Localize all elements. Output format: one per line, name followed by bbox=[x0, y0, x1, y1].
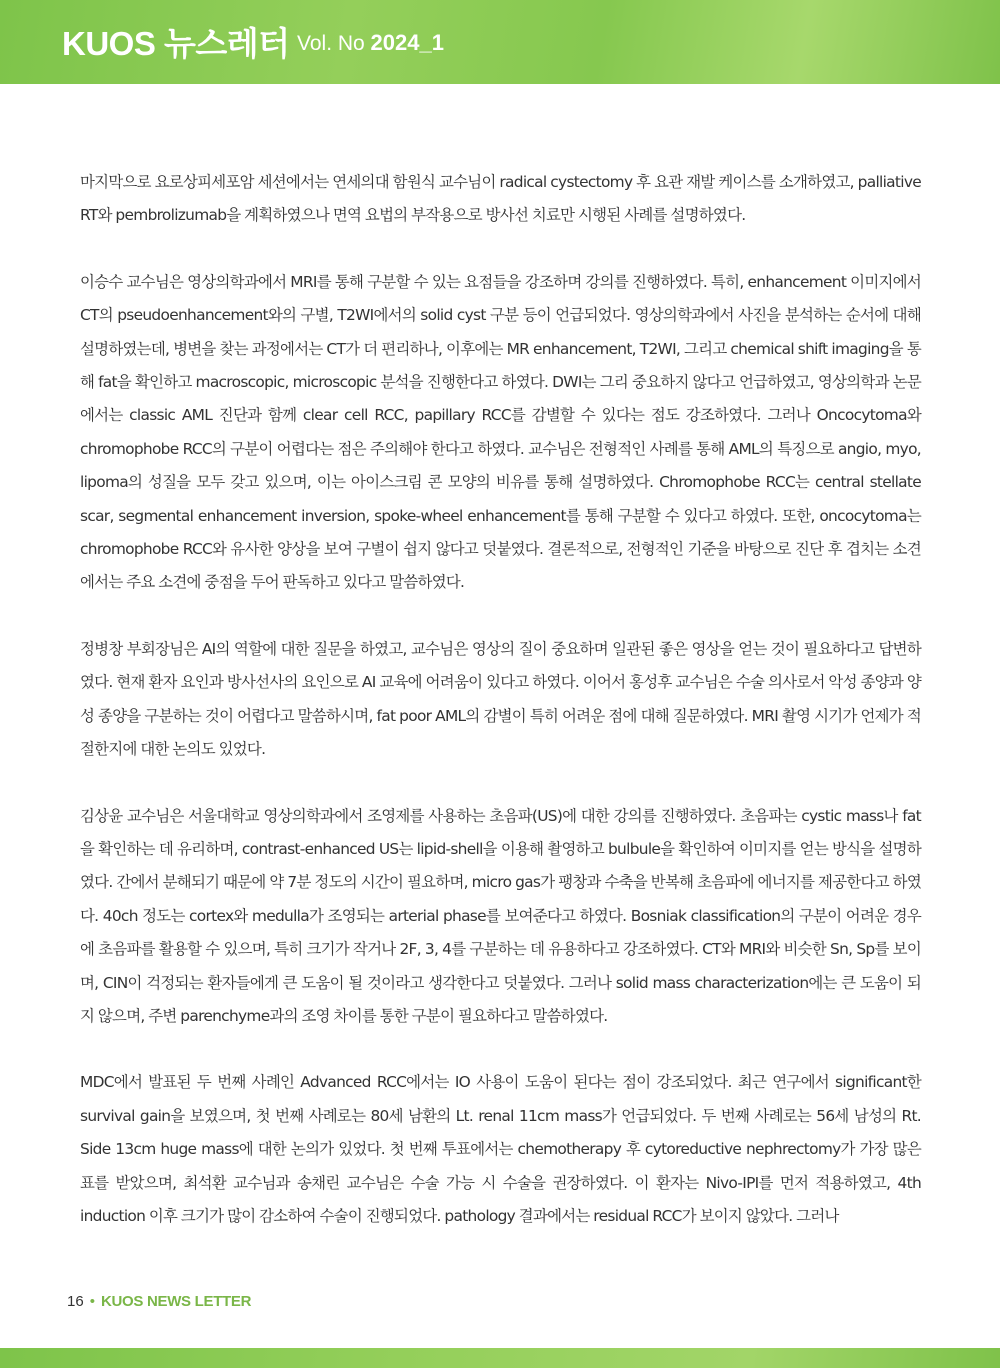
paragraph-5: MDC에서 발표된 두 번째 사례인 Advanced RCC에서는 IO 사용이 도움이 된다는 점이 강조되었다. 최근 연구에서 significant한 survival gain을 보였으며, 첫 번째 사례로는 80세 남환의 Lt. renal 11cm mass가 언급되었다. 두 번째 사례로는 56세 남성의 Rt. Side 13cm huge mass에 대한 논의가 있었다. 첫 번째 투표에서는 chemotherapy 후 cytoreductive nephrectomy가 가장 많은 표를 받았으며, 최석환 교수님과 송채린 교수님은 수술 가능 시 수술을 권장하였다. 이 환자는 Nivo-IPI를 먼저 적용하였고, 4th induction 이후 크기가 많이 감소하여 수술이 진행되었다. pathology 결과에서는 residual RCC가 보이지 않았다. 그러나 bbox=[80, 1073, 921, 1225]
paragraph-2: 이승수 교수님은 영상의학과에서 MRI를 통해 구분할 수 있는 요점들을 강조하며 강의를 진행하였다. 특히, enhancement 이미지에서 CT의 pseudoenhancement와의 구별, T2WI에서의 solid cyst 구분 등이 언급되었다. 영상의학과에서 사진을 분석하는 순서에 대해 설명하였는데, 병변을 찾는 과정에서는 CT가 더 편리하나, 이후에는 MR enhancement, T2WI, 그리고 chemical shift imaging을 통해 fat을 확인하고 macroscopic, microscopic 분석을 진행한다고 하였다. DWI는 그리 중요하지 않다고 언급하였고, 영상의학과 논문에서는 classic AML 진단과 함께 clear cell RCC, papillary RCC를 감별할 수 있다는 점도 강조하였다. 그러나 Oncocytoma와 chromophobe RCC의 구분이 어렵다는 점은 주의해야 한다고 하였다. 교수님은 전형적인 사례를 통해 AML의 특징으로 angio, myo, lipoma의 성질을 모두 갖고 있으며, 이는 아이스크림 콘 모양의 비유를 통해 설명하였다. Chromophobe RCC는 central stellate scar, segmental enhancement inversion, spoke-wheel enhancement를 통해 구분할 수 있다고 하였다. 또한, oncocytoma는 chromophobe RCC와 유사한 양상을 보여 구별이 쉽지 않다고 덧붙였다. 결론적으로, 전형적인 기준을 바탕으로 진단 후 겹치는 소견에서는 주요 소견에 중점을 두어 판독하고 있다고 말씀하였다. bbox=[80, 272, 921, 592]
page-footer bbox=[67, 1293, 251, 1310]
newsletter-title: KUOS 뉴스레터 bbox=[62, 25, 290, 62]
header-banner bbox=[0, 0, 1000, 84]
article-body bbox=[80, 166, 921, 1266]
paragraph-3: 정병창 부회장님은 AI의 역할에 대한 질문을 하였고, 교수님은 영상의 질이 중요하며 일관된 좋은 영상을 얻는 것이 필요하다고 답변하였다. 현재 환자 요인과 방사선사의 요인으로 AI 교육에 어려움이 있다고 하였다. 이어서 홍성후 교수님은 수술 의사로서 악성 종양과 양성 종양을 구분하는 것이 어렵다고 말씀하시며, fat poor AML의 감별이 특히 어려운 점에 대해 질문하였다. MRI 촬영 시기가 언제가 적절한지에 대한 논의도 있었다. bbox=[80, 639, 921, 759]
volume-prefix: Vol. No bbox=[297, 32, 371, 55]
paragraph-1: 마지막으로 요로상피세포암 세션에서는 연세의대 함원식 교수님이 radical cystectomy 후 요관 재발 케이스를 소개하였고, palliative RT와 pembrolizumab을 계획하였으나 면역 요법의 부작용으로 방사선 치료만 시행된 사례를 설명하였다. bbox=[80, 173, 921, 225]
footer-bullet: • bbox=[89, 1293, 95, 1310]
paragraph-4: 김상윤 교수님은 서울대학교 영상의학과에서 조영제를 사용하는 초음파(US)에 대한 강의를 진행하였다. 초음파는 cystic mass나 fat을 확인하는 데 유리하며, contrast-enhanced US는 lipid-shell을 이용해 촬영하고 bulbule을 확인하여 이미지를 얻는 방식을 설명하였다. 간에서 분해되기 때문에 약 7분 정도의 시간이 필요하며, micro gas가 팽창과 수축을 반복해 초음파에 에너지를 제공한다고 하였다. 40ch 정도는 cortex와 medulla가 조영되는 arterial phase를 보여준다고 하였다. Bosniak classification의 구분이 어려운 경우에 초음파를 활용할 수 있으며, 특히 크기가 작거나 2F, 3, 4를 구분하는 데 유용하다고 강조하였다. CT와 MRI와 비슷한 Sn, Sp를 보이며, CIN이 걱정되는 환자들에게 큰 도움이 될 것이라고 생각한다고 덧붙였다. 그러나 solid mass characterization에는 큰 도움이 되지 않으며, 주변 parenchyme과의 조영 차이를 통한 구분이 필요하다고 말씀하였다. bbox=[80, 806, 921, 1025]
footer-brand: KUOS NEWS LETTER bbox=[100, 1293, 252, 1310]
page-number: 16 bbox=[67, 1293, 84, 1310]
volume-label bbox=[297, 30, 444, 56]
bottom-bar bbox=[0, 1348, 1000, 1368]
volume-number: 2024_1 bbox=[370, 30, 444, 55]
